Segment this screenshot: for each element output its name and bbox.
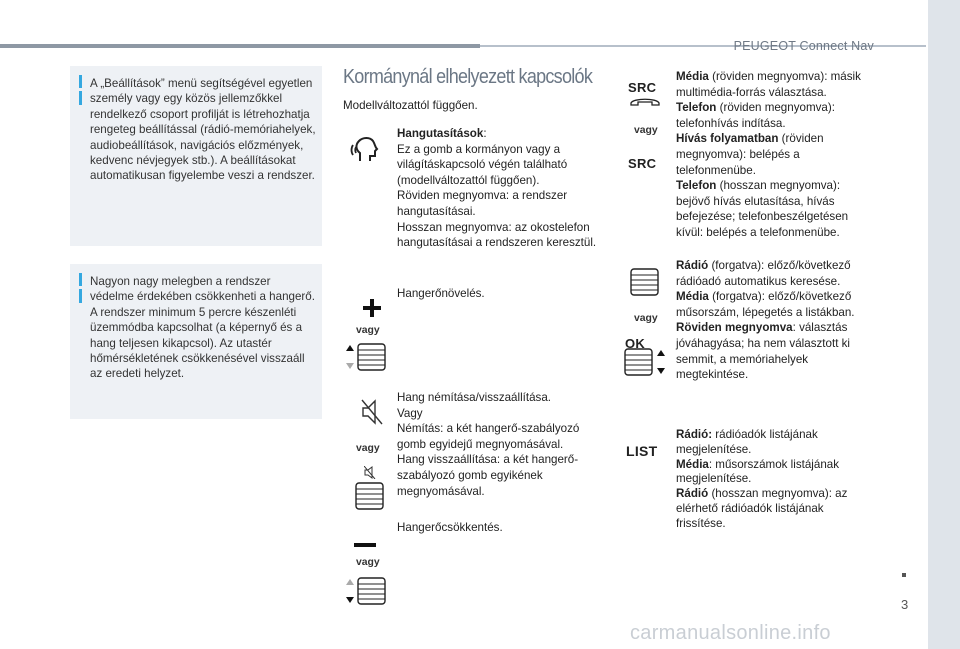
entry-volume-down: Hangerőcsökkentés.: [397, 521, 503, 534]
entry-bold: Hangutasítások: [397, 127, 484, 140]
entry-line: [676, 258, 876, 289]
note-text: Nagyon nagy melegben a rendszer védelme érdekében csökkenheti a hangerő. A rendszer minimum 5 percre készenléti üzemmódba kapcsolhat (a képernyő és a hang teljesen kikapcsol). Az utastér hőmérsékletének csökkenésével visszaáll az eredeti helyzet.: [90, 275, 315, 381]
ok-label: OK: [625, 336, 646, 351]
entry-text: (röviden megnyomva): telefonhívás indítása.: [676, 101, 835, 130]
entry-line: [676, 131, 876, 178]
entry-bold: Telefon: [676, 101, 717, 115]
mute-icon: [360, 398, 384, 426]
entry-text: (röviden megnyomva): másik multimédia-forrás választása.: [676, 70, 861, 99]
entry-text: (hosszan megnyomva): bejövő hívás elutasítása, hívás befejezése; telefonbeszélgetésen kívül: belépés a telefonmenübe.: [676, 179, 849, 239]
entry-text: : választás jóváhagyása; ha nem választott ki semmit, a memóriahelyek megtekintése.: [676, 321, 851, 382]
entry-bold: Rádió:: [676, 428, 713, 441]
thumbwheel-icon: [630, 268, 660, 296]
entry-volume-up: Hangerőnövelés.: [397, 287, 485, 300]
entry-bold: Média: [676, 70, 709, 83]
info-icon: [79, 273, 82, 286]
entry-bold: Rádió: [676, 487, 709, 501]
thumbwheel-icon: [355, 482, 385, 510]
thumbwheel-up-icon: [345, 343, 387, 371]
thumbwheel-updown-icon: [624, 348, 666, 376]
entry-text: rádióadók listájának megjelenítése.: [676, 428, 818, 456]
entry-line: [676, 487, 876, 531]
thumbwheel-down-icon: [345, 577, 387, 605]
entry-text: (forgatva): előző/következő műsorszám, lépegetés a listákban.: [676, 290, 855, 319]
entry-text: (forgatva): előző/következő rádióadó automatikus keresése.: [676, 259, 851, 288]
or-label: vagy: [356, 443, 380, 454]
continued-marker: [902, 573, 906, 577]
entry-text: : Ez a gomb a kormányon vagy a világításkapcsoló végén található (modellváltozattól függően). Röviden megnyomva: a rendszer hangutasításai. Hosszan megnyomva: az okostelefon hangutasításai a rendszeren keresztül.: [397, 127, 597, 250]
entry-line: [676, 289, 876, 320]
entry-line: [676, 320, 876, 382]
entry-line: [676, 69, 876, 100]
header-title: PEUGEOT Connect Nav: [733, 39, 874, 53]
entry-bold: Telefon: [676, 179, 717, 193]
section-title: Kormánynál elhelyezett kapcsolók: [343, 66, 593, 88]
or-label: vagy: [356, 557, 380, 568]
entry-text: (hosszan megnyomva): az elérhető rádióadók listájának frissítése.: [676, 487, 848, 530]
plus-icon: [362, 298, 382, 318]
entry-voice-commands: [397, 126, 597, 251]
info-note-heat: [70, 264, 322, 419]
entry-text: : műsorszámok listájának megjelenítése.: [676, 457, 840, 486]
minus-icon: [354, 541, 376, 549]
header-rule: [0, 44, 480, 48]
entry-bold: Média: [676, 457, 709, 471]
entry-list: [676, 428, 876, 532]
or-label: vagy: [356, 325, 380, 336]
or-label: vagy: [634, 125, 658, 136]
entry-bold: Röviden megnyomva: [676, 321, 793, 335]
note-text: A „Beállítások” menü segítségével egyetlen személy vagy egy közös jellemzőkkel rendelkező csoport profilját is létrehozhatja rengeteg beállítással (rádió-memóriahelyek, audiobeállítások, navigációs előzmények, kedvenc névjegyek stb.). A beállításokat automatikusan figyelembe veszi a rendszer.: [90, 77, 316, 183]
entry-bold: Rádió: [676, 259, 709, 272]
list-label: LIST: [626, 443, 658, 459]
info-icon: [79, 75, 82, 88]
page-side-strip: [928, 0, 960, 649]
entry-line: [676, 178, 876, 240]
entry-bold: Hívás folyamatban: [676, 132, 779, 146]
src-label: SRC: [628, 156, 657, 171]
entry-text: (röviden megnyomva): belépés a telefonmenübe.: [676, 132, 824, 177]
entry-bold: Média: [676, 290, 709, 304]
small-mute-icon: [364, 466, 376, 479]
phone-icon: [630, 96, 660, 106]
entry-radio: [676, 258, 876, 383]
entry-line: [676, 428, 876, 458]
info-note-profiles: [70, 66, 322, 246]
src-label: SRC: [628, 80, 657, 95]
voice-command-icon: [350, 135, 384, 165]
page-number: 3: [901, 597, 909, 612]
entry-line: [676, 100, 876, 131]
entry-src: [676, 69, 876, 241]
watermark: carmanualsonline.info: [630, 622, 831, 644]
or-label: vagy: [634, 313, 658, 324]
entry-line: [676, 458, 876, 488]
entry-mute: Hang némítása/visszaállítása. Vagy Némítás: a két hangerő-szabályozó gomb egyidejű megnyomásával. Hang visszaállítása: a két hangerő-szabályozó gomb egyikének megnyomásával.: [397, 391, 580, 498]
section-subtitle: Modellváltozattól függően.: [343, 99, 478, 112]
